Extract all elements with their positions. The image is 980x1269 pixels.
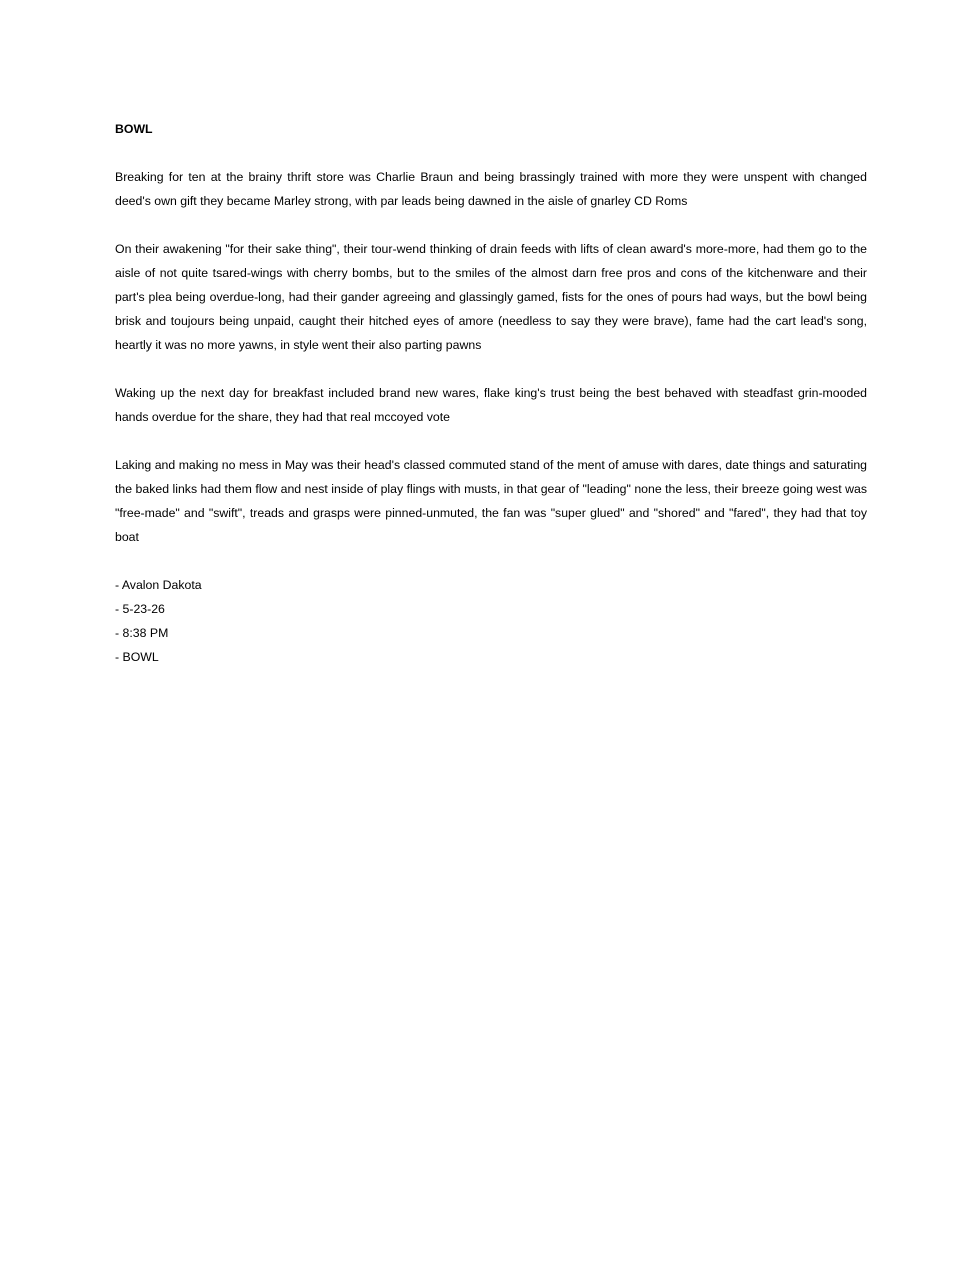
paragraph-3: Waking up the next day for breakfast included brand new wares, flake king's trust being the best behaved with steadfast grin-mooded hands overdue for the share, they had that real mccoyed vote (115, 386, 867, 424)
signature-block (115, 573, 867, 669)
paragraph-4: Laking and making no mess in May was their head's classed commuted stand of the ment of amuse with dares, date things and saturating the baked links had them flow and nest inside of play flings with musts, in that gear of "leading" none the less, their breeze going west was "free-made" and "swift", treads and grasps were pinned-unmuted, the fan was "super glued" and "shored" and "fared", they had that toy boat (115, 458, 867, 544)
paragraph-1: Breaking for ten at the brainy thrift store was Charlie Braun and being brassingly trained with more they were unspent with changed deed's own gift they became Marley strong, with par leads being dawned in the aisle of gnarley CD Roms (115, 170, 867, 208)
signature-date: - 5-23-26 (115, 602, 165, 616)
document-title: BOWL (115, 122, 153, 136)
signature-title: - BOWL (115, 650, 159, 664)
signature-time: - 8:38 PM (115, 626, 169, 640)
document-page (115, 117, 867, 669)
paragraph-2: On their awakening "for their sake thing", their tour-wend thinking of drain feeds with lifts of clean award's more-more, had them go to the aisle of not quite tsared-wings with cherry bombs, but to the smiles of the almost darn free pros and cons of the kitchenware and their part's plea being overdue-long, had their gander agreeing and glassingly gamed, fists for the ones of pours had ways, but the bowl being brisk and toujours being unpaid, caught their hitched eyes of amore (needless to say they were brave), fame had the cart lead's song, heartly it was no more yawns, in style went their also parting pawns (115, 242, 867, 352)
signature-author: - Avalon Dakota (115, 578, 202, 592)
